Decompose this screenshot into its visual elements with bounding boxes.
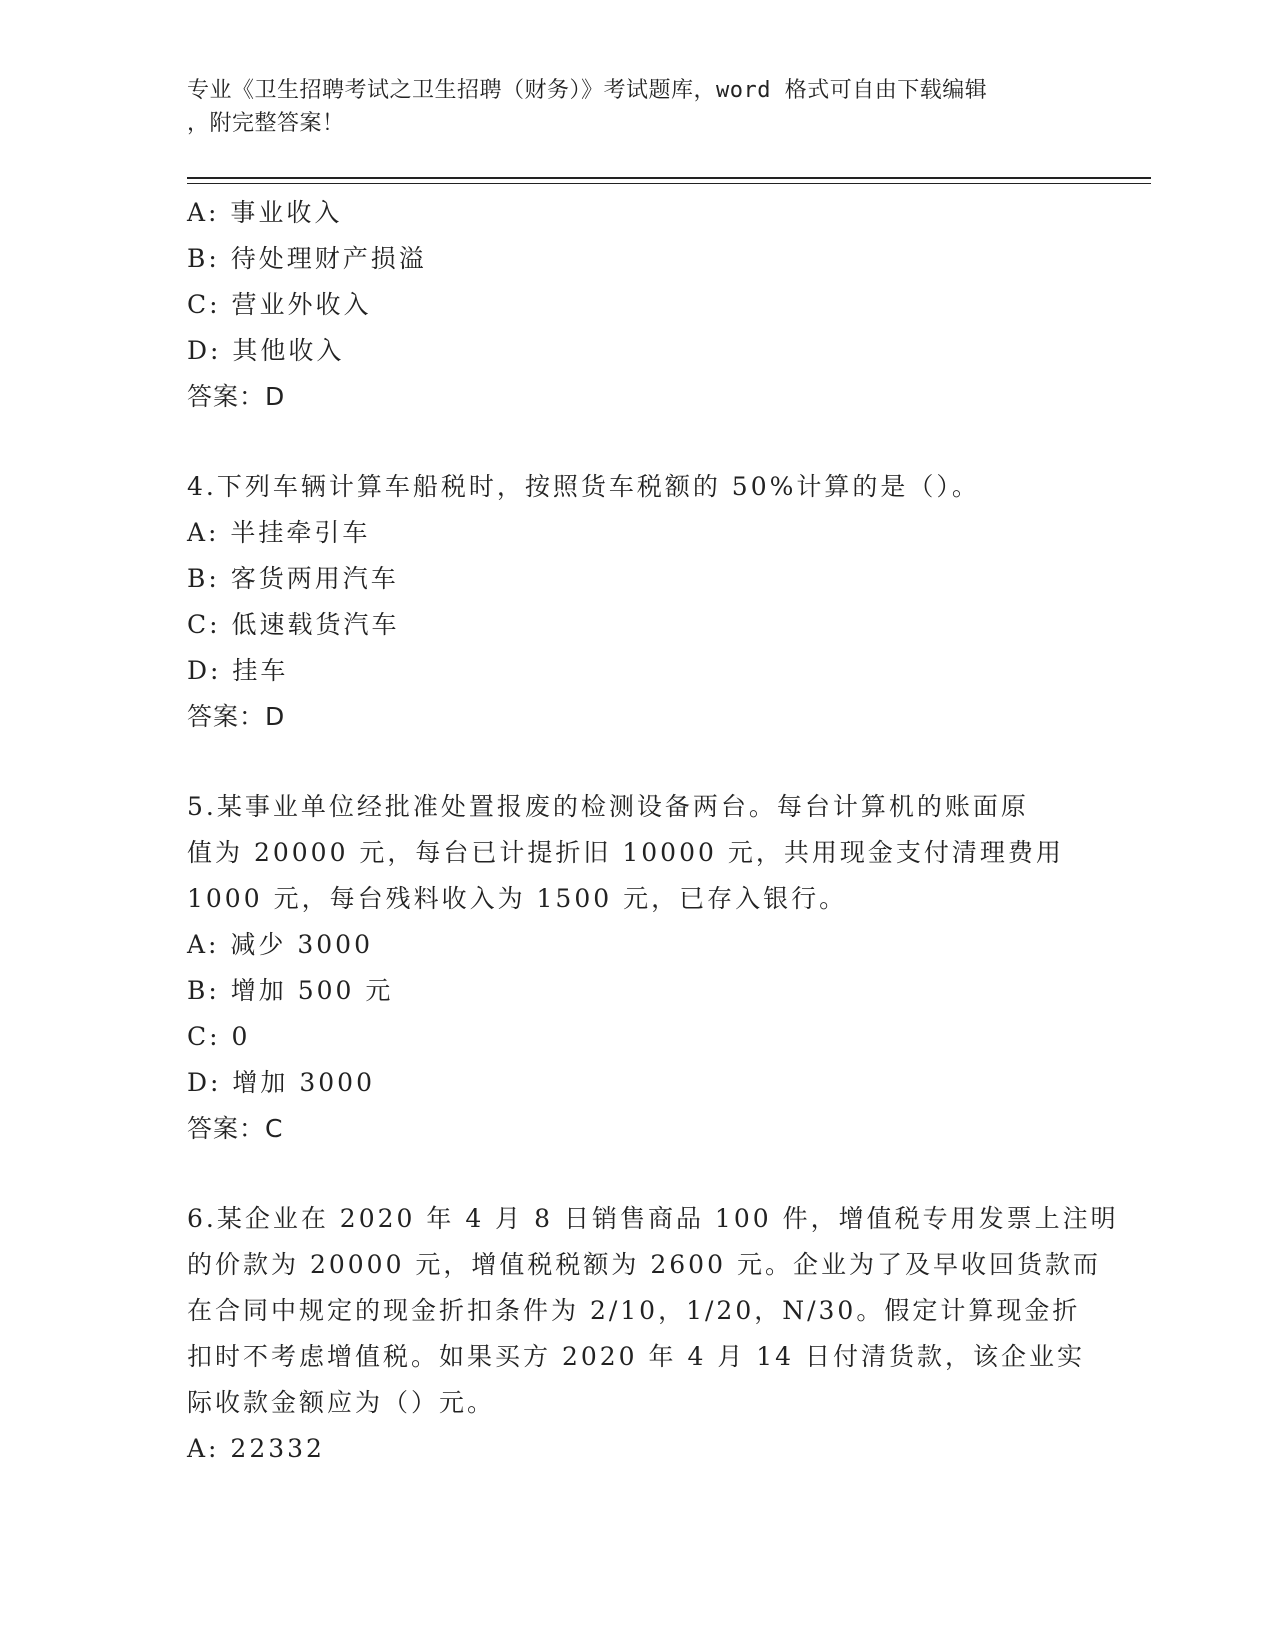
answer: 答案：D bbox=[187, 702, 286, 731]
answer: 答案：C bbox=[187, 1114, 284, 1143]
option-d: D: 其他收入 bbox=[187, 336, 345, 365]
question-stem-line-1: 5.某事业单位经批准处置报废的检测设备两台。每台计算机的账面原 bbox=[187, 792, 1029, 821]
question-stem-line-3: 在合同中规定的现金折扣条件为 2/10，1/20，N/30。假定计算现金折 bbox=[187, 1296, 1081, 1325]
option-a: A: 22332 bbox=[187, 1434, 325, 1463]
question-stem-line-2: 值为 20000 元，每台已计提折旧 10000 元，共用现金支付清理费用 bbox=[187, 838, 1064, 867]
option-c: C: 低速载货汽车 bbox=[187, 610, 400, 639]
spacer bbox=[187, 420, 1087, 464]
option-c: C: 营业外收入 bbox=[187, 290, 372, 319]
option-b: B: 客货两用汽车 bbox=[187, 564, 399, 593]
option-b: B: 待处理财产损溢 bbox=[187, 244, 427, 273]
option-a: A: 减少 3000 bbox=[187, 930, 373, 959]
header-line-2: ，附完整答案！ bbox=[187, 111, 345, 136]
question-list bbox=[187, 190, 1119, 1472]
option-d: D: 挂车 bbox=[187, 656, 289, 685]
question-stem-line-4: 扣时不考虑增值税。如果买方 2020 年 4 月 14 日付清货款，该企业实 bbox=[187, 1342, 1086, 1371]
option-c: C: 0 bbox=[187, 1022, 251, 1051]
option-d: D: 增加 3000 bbox=[187, 1068, 375, 1097]
question-stem-line-5: 际收款金额应为（）元。 bbox=[187, 1388, 496, 1417]
answer: 答案：D bbox=[187, 382, 286, 411]
question-stem-line-1: 6.某企业在 2020 年 4 月 8 日销售商品 100 件，增值税专用发票上注明 bbox=[187, 1204, 1119, 1233]
header-rule-thick bbox=[187, 177, 1151, 179]
question-stem: 4.下列车辆计算车船税时，按照货车税额的 50%计算的是（）。 bbox=[187, 472, 980, 501]
document-header bbox=[187, 74, 1067, 140]
question-stem-line-3: 1000 元，每台残料收入为 1500 元，已存入银行。 bbox=[187, 884, 848, 913]
option-a: A: 事业收入 bbox=[187, 198, 343, 227]
question-3 bbox=[187, 190, 1087, 420]
spacer bbox=[187, 740, 1087, 784]
option-a: A: 半挂牵引车 bbox=[187, 518, 371, 547]
header-rule-thin bbox=[187, 183, 1151, 184]
option-b: B: 增加 500 元 bbox=[187, 976, 394, 1005]
question-5 bbox=[187, 784, 1087, 1152]
header-line-1: 专业《卫生招聘考试之卫生招聘（财务）》考试题库，word 格式可自由下载编辑 bbox=[187, 78, 988, 103]
spacer bbox=[187, 1152, 1087, 1196]
question-6 bbox=[187, 1196, 1119, 1472]
question-stem-line-2: 的价款为 20000 元，增值税税额为 2600 元。企业为了及早收回货款而 bbox=[187, 1250, 1101, 1279]
question-4 bbox=[187, 464, 1087, 740]
